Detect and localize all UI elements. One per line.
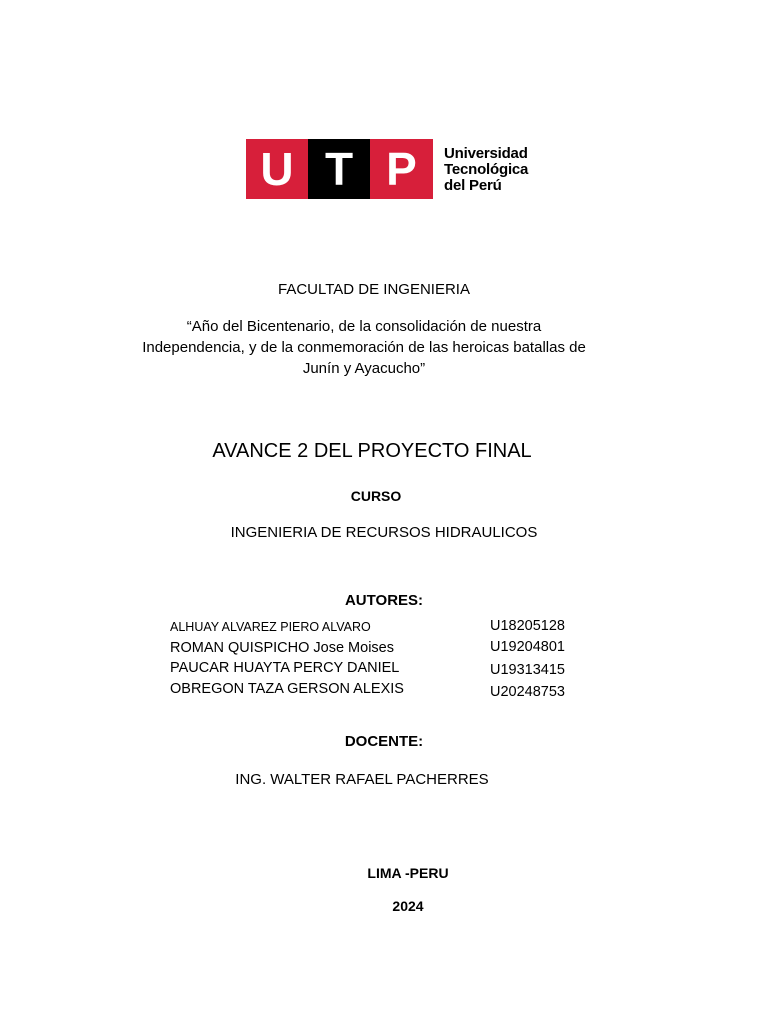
project-title: AVANCE 2 DEL PROYECTO FINAL xyxy=(212,440,532,462)
year: 2024 xyxy=(392,898,424,914)
logo-wordmark xyxy=(444,146,528,194)
teacher-name: ING. WALTER RAFAEL PACHERRES xyxy=(235,771,489,788)
logo-line-2: Tecnológica xyxy=(444,161,529,178)
logo-line-1: Universidad xyxy=(444,145,528,162)
logo-box-p xyxy=(370,139,433,199)
author-name: ALHUAY ALVAREZ PIERO ALVARO xyxy=(170,620,371,634)
place: LIMA -PERU xyxy=(367,865,449,881)
motto-line-2: Independencia, y de la conmemoración de las heroicas batallas de xyxy=(142,339,586,356)
logo-box-t xyxy=(308,139,370,199)
utp-logo xyxy=(246,139,536,199)
author-code: U19204801 xyxy=(490,639,565,655)
author-name: OBREGON TAZA GERSON ALEXIS xyxy=(170,681,404,697)
motto-line-1: “Año del Bicentenario, de la consolidación de nuestra xyxy=(186,318,542,335)
motto-line-3: Junín y Ayacucho” xyxy=(302,360,426,377)
logo-line-3: del Perú xyxy=(444,177,502,194)
author-code: U20248753 xyxy=(490,684,565,700)
course-heading: CURSO xyxy=(350,488,402,504)
author-code: U18205128 xyxy=(490,618,565,634)
logo-letter-t: T xyxy=(324,143,354,195)
logo-letter-u: U xyxy=(260,143,294,195)
author-name: ROMAN QUISPICHO Jose Moises xyxy=(170,640,394,656)
logo-letter-p: P xyxy=(386,143,417,195)
author-code: U19313415 xyxy=(490,662,565,678)
author-name: PAUCAR HUAYTA PERCY DANIEL xyxy=(170,660,400,676)
logo-box-u xyxy=(246,139,308,199)
teacher-heading: DOCENTE: xyxy=(344,733,424,750)
faculty-title: FACULTAD DE INGENIERIA xyxy=(278,281,470,298)
course-name: INGENIERIA DE RECURSOS HIDRAULICOS xyxy=(230,524,538,541)
year-motto xyxy=(0,316,748,379)
authors-heading: AUTORES: xyxy=(344,592,424,609)
